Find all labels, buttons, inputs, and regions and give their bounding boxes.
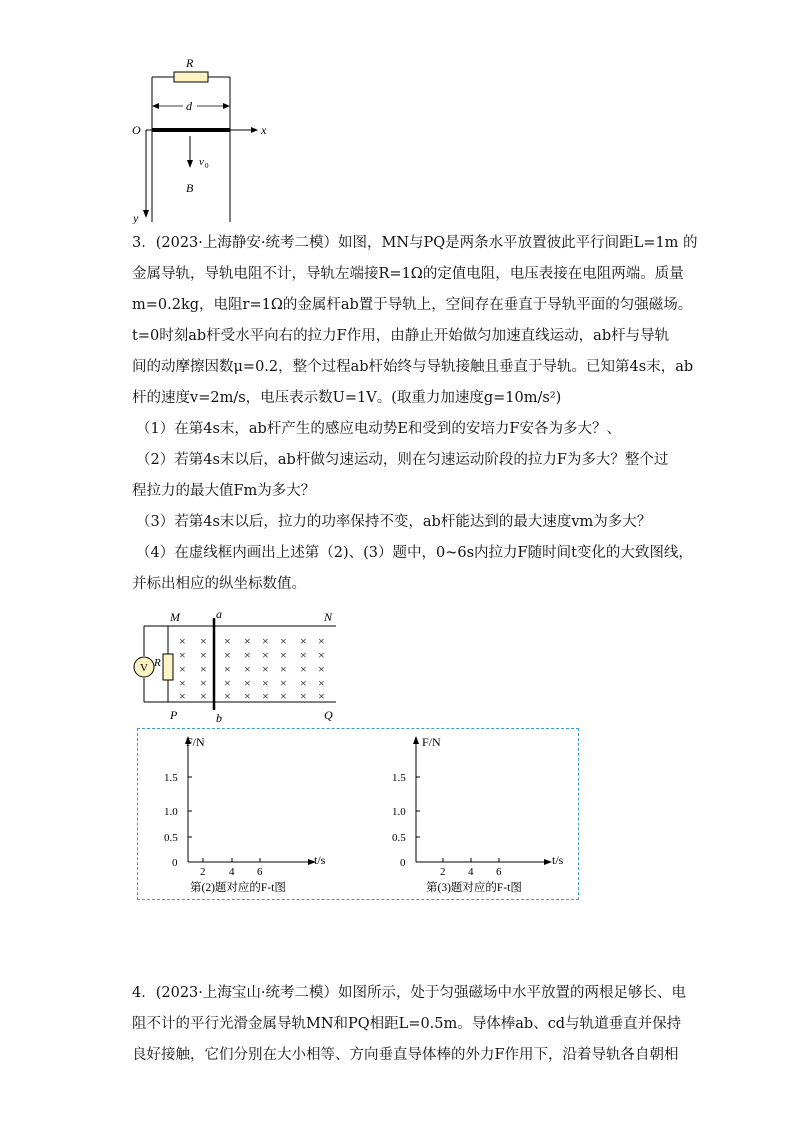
problem4-line: 良好接触，它们分别在大小相等、方向垂直导体棒的外力F作用下，沿着导轨各自朝相 [132,1047,679,1063]
graph-caption: 第(2)题对应的F-t图 [190,882,286,894]
y-tick: 1.0 [392,806,406,818]
field-cross-icon: × [200,662,207,676]
y-tick: 0 [172,857,178,869]
field-cross-icon: × [318,648,325,662]
question-1: （1）在第4s末，ab杆产生的感应电动势E和受到的安培力F安各为多大？、 [136,421,621,437]
field-cross-icon: × [300,648,307,662]
field-cross-icon: × [179,676,186,690]
field-cross-icon: × [262,676,269,690]
y-tick: 0 [400,857,406,869]
resistor-label: R [186,56,194,70]
field-cross-icon: × [224,648,231,662]
graph-q2 [160,732,350,898]
field-cross-icon: × [300,662,307,676]
x-axis-label: t/s [314,853,326,867]
field-cross-icon: × [318,662,325,676]
label-Q: Q [324,708,333,722]
field-cross-icon: × [224,634,231,648]
field-cross-icon: × [224,676,231,690]
resistor-label: R [154,657,161,669]
field-cross-icon: × [179,648,186,662]
problem3-line: t=0时刻ab杆受水平向右的拉力F作用，由静止开始做匀加速直线运动，ab杆与导轨 [132,328,670,344]
velocity-subscript: 0 [205,162,209,170]
resistor [163,654,173,680]
y-axis-label: F/N [422,735,441,749]
field-cross-icon: × [179,662,186,676]
field-cross-icon: × [318,689,325,703]
field-cross-icon: × [262,662,269,676]
field-label: B [186,181,194,195]
problem3-line: m=0.2kg，电阻r=1Ω的金属杆ab置于导轨上，空间存在垂直于导轨平面的匀强磁场。 [132,297,693,313]
label-N: N [324,610,333,624]
graph-q3 [388,732,578,898]
field-cross-icon: × [280,689,287,703]
field-cross-icon: × [244,634,251,648]
problem4-line: 4．(2023·上海宝山·统考二模）如图所示，处于匀强磁场中水平放置的两根足够长、电 [132,985,686,1001]
field-cross-icon: × [244,648,251,662]
y-tick: 0.5 [164,832,178,844]
question-2-cont: 程拉力的最大值Fm为多大？ [132,483,316,499]
y-axis-arrow-icon [143,210,149,218]
resistor [174,72,208,82]
width-label: d [186,99,192,113]
field-cross-icon: × [224,662,231,676]
x-axis-arrow-icon [544,859,552,865]
arrow-right-icon [223,103,230,109]
field-cross-icon: × [262,689,269,703]
field-cross-icon: × [318,634,325,648]
x-tick: 6 [496,866,502,878]
field-cross-icon: × [262,634,269,648]
magnetic-field [179,634,325,703]
field-cross-icon: × [300,634,307,648]
label-P: P [170,708,178,722]
y-tick: 1.5 [392,772,406,784]
field-cross-icon: × [262,648,269,662]
x-tick: 4 [229,866,235,878]
problem4-statement [132,978,686,1071]
y-tick: 1.0 [164,806,178,818]
y-axis-label: F/N [186,735,205,749]
field-cross-icon: × [244,676,251,690]
field-cross-icon: × [179,634,186,648]
field-cross-icon: × [280,676,287,690]
label-M: M [170,610,180,624]
problem3-line: 金属导轨，导轨电阻不计，导轨左端接R=1Ω的定值电阻，电压表接在电阻两端。质量 [132,266,684,282]
problem3-line: 间的动摩擦因数μ=0.2，整个过程ab杆始终与导轨接触且垂直于导轨。已知第4s末，ab [132,359,694,375]
velocity-label: v [199,156,204,168]
rail-figure [132,606,348,724]
label-b: b [216,711,222,724]
problem3-statement [132,228,698,600]
field-cross-icon: × [179,689,186,703]
field-cross-icon: × [224,689,231,703]
x-axis-arrow-icon [251,127,258,133]
field-cross-icon: × [200,676,207,690]
field-cross-icon: × [280,634,287,648]
field-cross-icon: × [280,648,287,662]
field-cross-icon: × [200,648,207,662]
top-figure [126,52,286,224]
field-cross-icon: × [280,662,287,676]
x-tick: 6 [257,866,263,878]
graph-caption: 第(3)题对应的F-t图 [426,882,522,894]
x-axis-label: x [261,123,267,137]
question-3: （3）若第4s末以后，拉力的功率保持不变，ab杆能达到的最大速度vm为多大？ [136,514,652,530]
problem3-line: 杆的速度v=2m/s，电压表示数U=1V。(取重力加速度g=10m/s²) [132,390,562,406]
arrow-left-icon [152,103,159,109]
y-axis-arrow-icon [413,736,419,744]
x-axis-label: t/s [552,853,564,867]
y-axis-label: y [133,211,139,224]
field-cross-icon: × [318,676,325,690]
label-a: a [216,607,222,621]
velocity-arrow-icon [187,160,193,168]
problem3-line: 3．(2023·上海静安·统考二模）如图，MN与PQ是两条水平放置彼此平行间距L=1m 的 [132,235,698,251]
x-tick: 2 [440,866,446,878]
field-cross-icon: × [300,676,307,690]
question-4-cont: 并标出相应的纵坐标数值。 [132,576,306,592]
field-cross-icon: × [300,689,307,703]
y-tick: 1.5 [164,772,178,784]
problem4-line: 阻不计的平行光滑金属导轨MN和PQ相距L=0.5m。导体棒ab、cd与轨道垂直并保持 [132,1016,682,1032]
question-2: （2）若第4s末以后，ab杆做匀速运动，则在匀速运动阶段的拉力F为多大？整个过 [136,452,669,468]
field-cross-icon: × [200,634,207,648]
field-cross-icon: × [244,662,251,676]
voltmeter-symbol: V [140,662,148,674]
y-tick: 0.5 [392,832,406,844]
question-4: （4）在虚线框内画出上述第（2)、(3）题中，0~6s内拉力F随时间t变化的大致图线， [136,545,693,561]
x-tick: 4 [468,866,474,878]
field-cross-icon: × [244,689,251,703]
origin-label: O [132,123,141,137]
field-cross-icon: × [200,689,207,703]
x-tick: 2 [200,866,206,878]
